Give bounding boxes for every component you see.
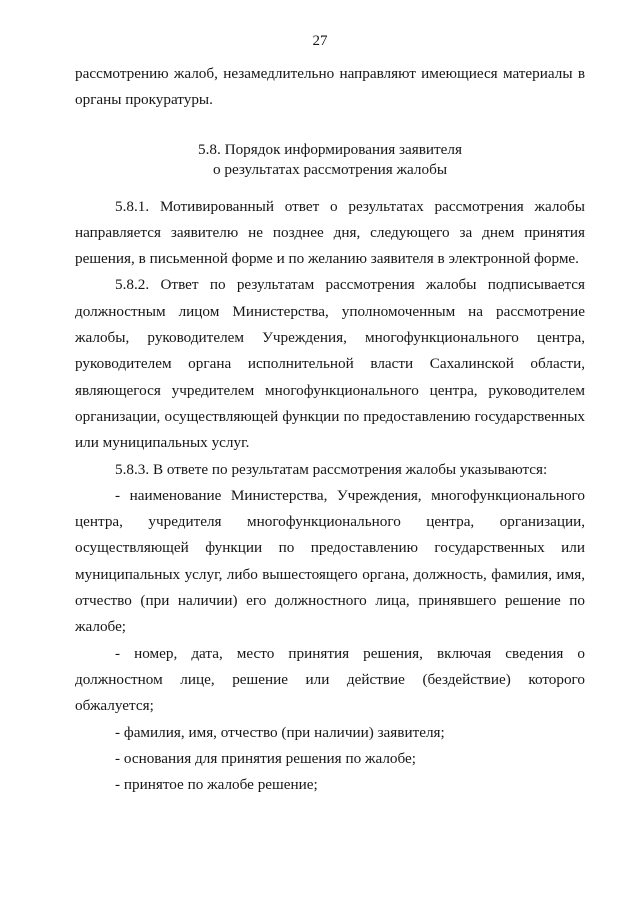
list-item: - принятое по жалобе решение; [115, 776, 318, 794]
document-body [75, 61, 585, 798]
list-item: - наименование Министерства, Учреждения, многофункционального центра, учредителя многофункционального центра, организации, осуществляющей функции по предоставлению государственных или муниципальных услуг, либо вышестоящего органа, должность, фамилия, имя, отчество (при наличии) его должностного лица, принявшего решение по жалобе; [75, 486, 585, 636]
paragraph-5-8-1: 5.8.1. Мотивированный ответ о результатах рассмотрения жалобы направляется заявителю не позднее дня, следующего за днем принятия решения, в письменной форме и по желанию заявителя в электронной форме. [75, 197, 585, 268]
list-item: - номер, дата, место принятия решения, включая сведения о должностном лице, решение или действие (бездействие) которого обжалуется; [75, 644, 585, 715]
paragraph-5-8-3: 5.8.3. В ответе по результатам рассмотрения жалобы указываются: [115, 460, 548, 478]
section-title-line-1: 5.8. Порядок информирования заявителя [198, 140, 462, 158]
section-title [75, 140, 585, 180]
list-item: - фамилия, имя, отчество (при наличии) заявителя; [115, 723, 445, 741]
page-number: 27 [312, 33, 328, 49]
list-item: - основания для принятия решения по жалобе; [115, 749, 416, 767]
intro-paragraph: рассмотрению жалоб, незамедлительно направляют имеющиеся материалы в органы прокуратуры. [75, 65, 585, 109]
section-title-line-2: о результатах рассмотрения жалобы [212, 160, 448, 178]
paragraph-5-8-2: 5.8.2. Ответ по результатам рассмотрения жалобы подписывается должностным лицом Министерства, уполномоченным на рассмотрение жалобы, руководителем Учреждения, многофункционального центра, руководителем органа исполнительной власти Сахалинской области, являющегося учредителем многофункционального центра, руководителем организации, осуществляющей функции по предоставлению государственных или муниципальных услуг. [75, 276, 585, 452]
